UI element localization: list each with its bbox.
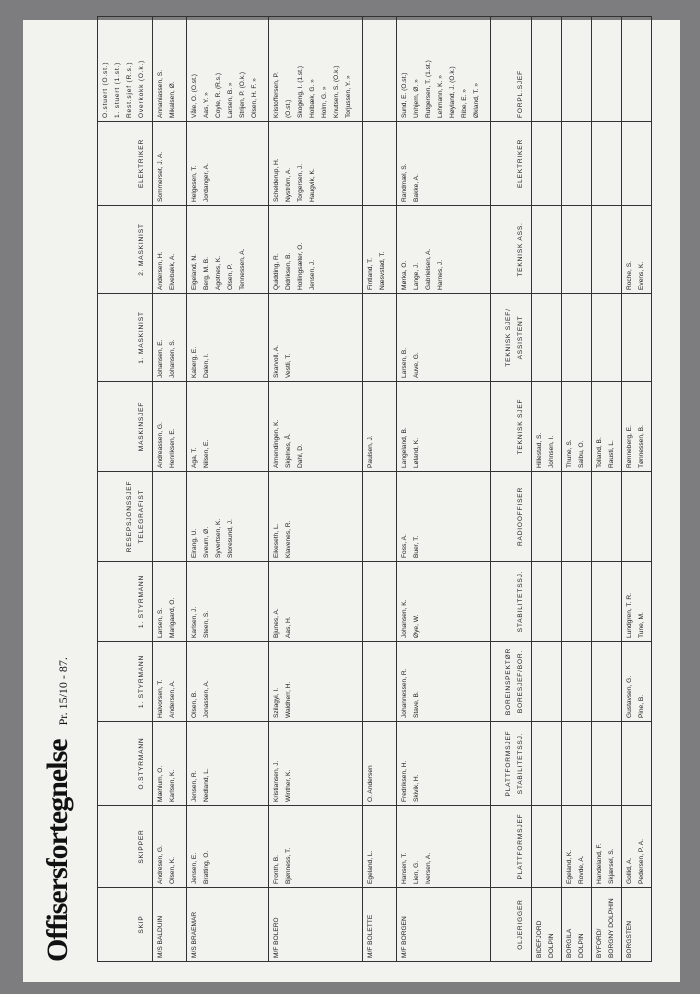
officer-name: Jordanger, A. xyxy=(203,163,210,202)
officer-name: Bratting, O. xyxy=(203,850,210,884)
officer-name: BYFORD/ xyxy=(596,928,603,958)
officer-name: DOLPIN xyxy=(548,933,555,958)
cell-elektriker xyxy=(269,122,363,206)
officer-name: Jensen, R. xyxy=(191,770,198,802)
officer-name: Bjønness, T. xyxy=(285,847,292,884)
officer-name: Mørka, O. xyxy=(401,260,408,290)
officer-name: Gabrielsen, A. xyxy=(425,248,432,290)
rig-header-section xyxy=(491,17,532,962)
header-stuert xyxy=(98,17,153,122)
officer-name: Holbæk, G. » xyxy=(309,79,316,118)
officer-name: Pine, B. xyxy=(638,694,645,718)
officer-name: Thune, S. xyxy=(566,439,573,468)
officer-name: Olsen, P. xyxy=(227,263,234,290)
header-plattform-stab: PLATTFORMSJEF STABILITETSSJ. xyxy=(491,722,532,806)
officer-name: DOLPIN xyxy=(578,933,585,958)
officer-name: Karlsen, J. xyxy=(191,606,198,638)
cell-boreinspektor xyxy=(562,642,592,722)
officer-name: Winther, K. xyxy=(285,769,292,802)
rig-name xyxy=(532,888,562,962)
officer-name: Elvebakk, A. xyxy=(169,253,176,290)
cell-styrmann1b xyxy=(397,562,491,642)
officer-name: Johansen, K. xyxy=(401,599,408,638)
officer-name: Sveum, Ø. xyxy=(203,526,210,558)
cell-resepsjon xyxy=(187,472,269,562)
officer-name: Eirang, U. xyxy=(191,528,198,558)
officer-name: Skjelnes, Å. xyxy=(285,433,292,468)
cell-ostyrmann xyxy=(187,722,269,806)
cell-teknisk_ass xyxy=(622,294,652,382)
officer-name: Handeland, F. xyxy=(596,843,603,884)
cell-stuert xyxy=(187,17,269,122)
officer-name: Andreassen, G. xyxy=(157,422,164,468)
header-ostyrmann: O.STYRMANN xyxy=(98,722,153,806)
cell-skipper xyxy=(363,806,397,888)
cell-skipper xyxy=(153,806,187,888)
cell-elektriker xyxy=(562,122,592,206)
cell-resepsjon xyxy=(363,472,397,562)
officer-name: Larsen, B. xyxy=(401,347,408,378)
officer-table xyxy=(97,16,652,962)
cell-plattform xyxy=(592,806,622,888)
header-styrmann1b: 1. STYRMANN xyxy=(98,562,153,642)
officer-name: Lange, J. xyxy=(413,262,420,290)
officer-name: Hollingsæter, O. xyxy=(297,242,304,290)
ship-row xyxy=(363,17,397,962)
officer-name: Dalen, I. xyxy=(203,353,210,378)
cell-maskinsjef xyxy=(363,382,397,472)
officer-name: Kristiansen, J. xyxy=(273,760,280,802)
cell-boreinspektor xyxy=(532,642,562,722)
officer-name: Nedland, L. xyxy=(203,768,210,802)
rig-row xyxy=(592,17,622,962)
officer-name: Løland, K. xyxy=(413,437,420,468)
officer-name: Torgersen, J. xyxy=(297,163,304,202)
officer-name: Auve, G. xyxy=(413,352,420,378)
officer-name: Fredriksen, H. xyxy=(401,760,408,802)
officer-name: Bakke, A. xyxy=(413,174,420,202)
ship-row xyxy=(269,17,363,962)
cell-plattform_stab xyxy=(622,722,652,806)
cell-plattform xyxy=(562,806,592,888)
officer-name: Marigaard, O. xyxy=(169,597,176,638)
cell-maskinist1 xyxy=(363,294,397,382)
officer-name: Næsvstad, T. xyxy=(379,251,386,290)
stuert-header-line: 1. stuert (1.st.) xyxy=(114,61,121,118)
cell-plattform xyxy=(622,806,652,888)
ship-row xyxy=(187,17,269,962)
header-maskinist2: 2. MASKINIST xyxy=(98,206,153,294)
cell-teknisk_ass2 xyxy=(622,206,652,294)
officer-name: Torjussen, Y. » xyxy=(345,75,352,118)
officer-name: Øye, W. xyxy=(413,614,420,638)
officer-name: Nyström, A. xyxy=(285,167,292,202)
cell-maskinist2 xyxy=(397,206,491,294)
cell-radio xyxy=(592,472,622,562)
officer-name: Helgesen, T. xyxy=(191,165,198,202)
cell-maskinist2 xyxy=(269,206,363,294)
title-text: Offisersfortegnelse xyxy=(41,739,74,962)
officer-name: Halvorsen, T. xyxy=(157,679,164,718)
officer-name: Olsen, K. xyxy=(169,856,176,884)
officer-name: Olsen, H. F. » xyxy=(251,78,258,118)
cell-styrmann1b xyxy=(187,562,269,642)
officer-name: Roche, S. xyxy=(626,261,633,290)
date-reference: Pr. 15/10 - 87. xyxy=(56,657,70,726)
officer-name: Lundgren, T. R. xyxy=(626,593,633,638)
cell-maskinist2 xyxy=(187,206,269,294)
officer-name: Hansen, T. xyxy=(401,852,408,884)
ship-name: M/F BOLETTE xyxy=(363,888,397,962)
officer-name: Strijen, P. (O.k.) xyxy=(239,71,246,118)
officer-name: Tennessen, A. xyxy=(239,248,246,290)
officer-name: Andresen, G. xyxy=(157,845,164,884)
cell-styrmann1b xyxy=(363,562,397,642)
header-maskinsjef: MASKINSJEF xyxy=(98,382,153,472)
document-page xyxy=(23,20,680,982)
officer-name: Skjærsel, S. xyxy=(608,848,615,884)
officer-name: Skivik, H. xyxy=(413,774,420,802)
officer-name: Kaberg, E. xyxy=(191,346,198,378)
officer-name: Foss, A. xyxy=(401,534,408,558)
officer-name: Annaniassen, S. xyxy=(157,69,164,118)
officer-name: Aas, Y. » xyxy=(203,92,210,118)
cell-stuert xyxy=(153,17,187,122)
officer-name: Unhjem, Ø. » xyxy=(413,79,420,118)
officer-name: Gustavsen, G. xyxy=(626,675,633,718)
ship-header-row xyxy=(98,17,153,962)
cell-stabilitet xyxy=(562,562,592,642)
officer-name: Aga, T. xyxy=(191,447,198,468)
cell-teknisk_ass2 xyxy=(532,206,562,294)
officer-name: Haugvik, K. xyxy=(309,168,316,202)
cell-maskinist1 xyxy=(397,294,491,382)
officer-name: Aas, H. xyxy=(285,616,292,638)
officer-name: Pedersen, P. A. xyxy=(638,839,645,884)
cell-boreinspektor xyxy=(622,642,652,722)
officer-name: Andersen, A. xyxy=(169,680,176,718)
rig-row xyxy=(622,17,652,962)
officer-name: Randmæl, S. xyxy=(401,163,408,202)
officer-name: BORGNY DOLPHIN xyxy=(608,898,615,958)
cell-plattform xyxy=(532,806,562,888)
cell-ostyrmann xyxy=(363,722,397,806)
officer-name: Berg, M. B. xyxy=(203,257,210,290)
cell-plattform_stab xyxy=(562,722,592,806)
header-skipper: SKIPPER xyxy=(98,806,153,888)
cell-teknisk_ass2 xyxy=(562,206,592,294)
cell-resepsjon xyxy=(397,472,491,562)
cell-maskinist1 xyxy=(269,294,363,382)
officer-name: Harnes, J. xyxy=(437,259,444,290)
officer-name: Iversen, A. xyxy=(425,852,432,884)
ship-name: M/S BALDUIN xyxy=(153,888,187,962)
officer-name: Johansen, E. xyxy=(157,339,164,378)
cell-stuert xyxy=(397,17,491,122)
officer-name: Rutgersen, T. (1.st.) xyxy=(425,60,432,118)
rotated-content xyxy=(23,20,680,982)
officer-name: Lien, G. xyxy=(413,860,420,884)
stuert-header-line: Rest.sjef (R.s.) xyxy=(126,61,133,118)
header-forpl: FORPL.SJEF xyxy=(491,17,532,122)
cell-ostyrmann xyxy=(153,722,187,806)
cell-teknisk xyxy=(532,382,562,472)
officer-name: Rovde, A. xyxy=(578,855,585,884)
officer-name: Skarvoll, A. xyxy=(273,345,280,378)
officer-name: Tune, M. xyxy=(638,612,645,638)
cell-ostyrmann xyxy=(269,722,363,806)
officer-name: Fintland, T. xyxy=(367,257,374,290)
cell-boreinspektor xyxy=(592,642,622,722)
cell-elektriker xyxy=(153,122,187,206)
officer-name: Jensen, E. xyxy=(191,852,198,884)
officer-name: Tolland, B. xyxy=(596,437,603,468)
officer-name: Buer, T. xyxy=(413,535,420,558)
officer-name: Knutsen, S. (O.k.) xyxy=(333,65,340,118)
officer-name: Agotnes, K. xyxy=(215,255,222,290)
officer-name: Egeland, L. xyxy=(367,850,374,884)
cell-stuert xyxy=(363,17,397,122)
cell-forpl xyxy=(622,17,652,122)
officer-name: Quidding, R. xyxy=(273,253,280,290)
header-maskinist1: 1. MASKINIST xyxy=(98,294,153,382)
officer-name: Paulsen, J. xyxy=(367,435,374,468)
ship-name: M/F BORGEN xyxy=(397,888,491,962)
rig-name xyxy=(592,888,622,962)
officer-name: Nilsen, E. xyxy=(203,439,210,468)
header-skip: SKIP xyxy=(98,888,153,962)
officer-name: Johansen, S. xyxy=(169,339,176,378)
officer-name: Lehmann, K. » xyxy=(437,75,444,118)
cell-radio xyxy=(562,472,592,562)
cell-styrmann1 xyxy=(397,642,491,722)
cell-maskinsjef xyxy=(269,382,363,472)
ship-row xyxy=(153,17,187,962)
cell-maskinist2 xyxy=(153,206,187,294)
officer-name: BORGILA xyxy=(566,928,573,958)
officer-name: Dahl, D. xyxy=(297,444,304,468)
officer-name: Langeland, B. xyxy=(401,427,408,468)
officer-name: Gollid, A. xyxy=(626,857,633,884)
cell-elektriker xyxy=(622,122,652,206)
cell-resepsjon xyxy=(269,472,363,562)
officer-name: Larsen, S. xyxy=(157,607,164,638)
header-styrmann1: 1. STYRMANN xyxy=(98,642,153,722)
cell-plattform_stab xyxy=(592,722,622,806)
cell-elektriker xyxy=(397,122,491,206)
ship-name: M/S BRAEMAR xyxy=(187,888,269,962)
officer-name: Waldherr, H. xyxy=(285,681,292,718)
header-teknisk-ass: TEKNISK SJEF/ ASSISTENT xyxy=(491,294,532,382)
officer-name: Fronth, B. xyxy=(273,855,280,884)
officer-name: Holm, G. » xyxy=(321,86,328,118)
officer-name: Kristoffersen, P. xyxy=(273,72,280,118)
officer-name: Sommerset, J. A. xyxy=(157,151,164,202)
stuert-header-line: Overkokk (O.k.) xyxy=(138,59,145,118)
officer-name: Olsen, B. xyxy=(191,690,198,718)
officer-name: Jonassen, A. xyxy=(203,680,210,718)
cell-elektriker xyxy=(532,122,562,206)
cell-maskinist1 xyxy=(187,294,269,382)
cell-stabilitet xyxy=(532,562,562,642)
cell-maskinist1 xyxy=(153,294,187,382)
officer-name: Økland, T. » xyxy=(473,82,480,118)
header-plattform: PLATTFORMSJEF xyxy=(491,806,532,888)
officer-name: Johannessen, R. xyxy=(401,668,408,718)
officer-name: Schelderup, H. xyxy=(273,158,280,202)
cell-resepsjon xyxy=(153,472,187,562)
officer-name: BORGSTEN xyxy=(626,920,633,958)
cell-teknisk_ass xyxy=(592,294,622,382)
cell-styrmann1 xyxy=(363,642,397,722)
rig-row xyxy=(532,17,562,962)
officer-name: Bjunes, A. xyxy=(273,608,280,638)
cell-ostyrmann xyxy=(397,722,491,806)
cell-maskinist2 xyxy=(363,206,397,294)
officer-name: Mikalsen, Ø. xyxy=(169,81,176,118)
cell-skipper xyxy=(269,806,363,888)
officer-name: Didriksen, B. xyxy=(285,252,292,290)
cell-radio xyxy=(532,472,562,562)
cell-forpl xyxy=(562,17,592,122)
rig-header-row xyxy=(491,17,532,962)
rig-name xyxy=(622,888,652,962)
cell-styrmann1b xyxy=(269,562,363,642)
stuert-header-line: O.stuert (O.st.) xyxy=(102,61,109,118)
cell-forpl xyxy=(532,17,562,122)
cell-teknisk_ass xyxy=(562,294,592,382)
header-oljerigger: OLJERIGGER xyxy=(491,888,532,962)
officer-name: Steen, S. xyxy=(203,610,210,638)
rig-rows xyxy=(532,17,652,962)
cell-elektriker xyxy=(363,122,397,206)
officer-name: Syvertsen, K. xyxy=(215,518,222,558)
officer-name: Jensen, J. xyxy=(309,259,316,290)
officer-name: O. Andersen xyxy=(367,765,374,802)
header-teknisk: TEKNISK SJEF xyxy=(491,382,532,472)
cell-maskinsjef xyxy=(153,382,187,472)
officer-name: BIDEFJORD xyxy=(536,920,543,958)
cell-plattform_stab xyxy=(532,722,562,806)
cell-skipper xyxy=(187,806,269,888)
header-radio: RADIOOFFISER xyxy=(491,472,532,562)
cell-stuert xyxy=(269,17,363,122)
header-elektriker: ELEKTRIKER xyxy=(98,122,153,206)
header-rig-elektriker: ELEKTRIKER xyxy=(491,122,532,206)
rig-row xyxy=(562,17,592,962)
officer-name: Evens, K. xyxy=(638,261,645,290)
cell-elektriker xyxy=(187,122,269,206)
officer-name: Sund, E. (O.st.) xyxy=(401,72,408,118)
header-stabilitet: STABILITETSSJ. xyxy=(491,562,532,642)
officer-name: Storesund, J. xyxy=(227,519,234,558)
officer-name: Szilagyi, I. xyxy=(273,687,280,718)
officer-name: Tønnessen, B. xyxy=(638,425,645,468)
officer-name: Ribe, E. » xyxy=(461,89,468,118)
cell-stabilitet xyxy=(592,562,622,642)
officer-name: Høyland, J. (O.k.) xyxy=(449,66,456,118)
officer-name: Egeland, K. xyxy=(566,849,573,884)
officer-name: Eikeseth, L. xyxy=(273,523,280,558)
cell-elektriker xyxy=(592,122,622,206)
officer-name: Rønneberg, E. xyxy=(626,425,633,468)
cell-maskinsjef xyxy=(187,382,269,472)
officer-name: Johnsen, I. xyxy=(548,435,555,468)
cell-teknisk_ass2 xyxy=(592,206,622,294)
cell-teknisk_ass xyxy=(532,294,562,382)
officer-name: Andersen, H. xyxy=(157,251,164,290)
officer-name: Mæhlum, O. xyxy=(157,765,164,802)
header-resepsjon: RESEPSJONSSJEF TELEGRAFIST xyxy=(98,472,153,562)
officer-name: Larsen, B. » xyxy=(227,82,234,118)
officer-name: Skogeng, I. (1.st.) xyxy=(297,65,304,118)
cell-forpl xyxy=(592,17,622,122)
officer-name: Eigeland, N. xyxy=(191,254,198,290)
cell-teknisk xyxy=(562,382,592,472)
document-title xyxy=(41,657,75,962)
cell-styrmann1b xyxy=(153,562,187,642)
officer-name: Salbu, O. xyxy=(578,440,585,468)
officer-name: Rausti, L. xyxy=(608,440,615,468)
cell-styrmann1 xyxy=(269,642,363,722)
cell-teknisk xyxy=(592,382,622,472)
ship-row xyxy=(397,17,491,962)
officer-name: Coyle, R. (R.s.) xyxy=(215,72,222,118)
ship-name: M/F BOLERO xyxy=(269,888,363,962)
cell-radio xyxy=(622,472,652,562)
cell-styrmann1 xyxy=(153,642,187,722)
rig-name xyxy=(562,888,592,962)
cell-maskinsjef xyxy=(397,382,491,472)
cell-teknisk xyxy=(622,382,652,472)
header-boreinspektor: BOREINSPEKTØR BORESJEF/BOR. xyxy=(491,642,532,722)
officer-name: (O.st.) xyxy=(285,99,292,118)
officer-name: Våle, O. (O.st.) xyxy=(191,74,198,118)
officer-name: Stave, B. xyxy=(413,691,420,718)
ship-rows xyxy=(153,17,491,962)
officer-name: Karlsen, K. xyxy=(169,769,176,802)
header-teknisk-ass2: TEKNISK ASS. xyxy=(491,206,532,294)
officer-name: Klavenes, R. xyxy=(285,520,292,558)
officer-name: Henriksen, E. xyxy=(169,428,176,468)
cell-styrmann1 xyxy=(187,642,269,722)
cell-skipper xyxy=(397,806,491,888)
officer-name: Vestli, T. xyxy=(285,353,292,378)
cell-stabilitet xyxy=(622,562,652,642)
officer-name: Hillestad, S. xyxy=(536,432,543,468)
officer-name: Almendingen, K. xyxy=(273,419,280,468)
